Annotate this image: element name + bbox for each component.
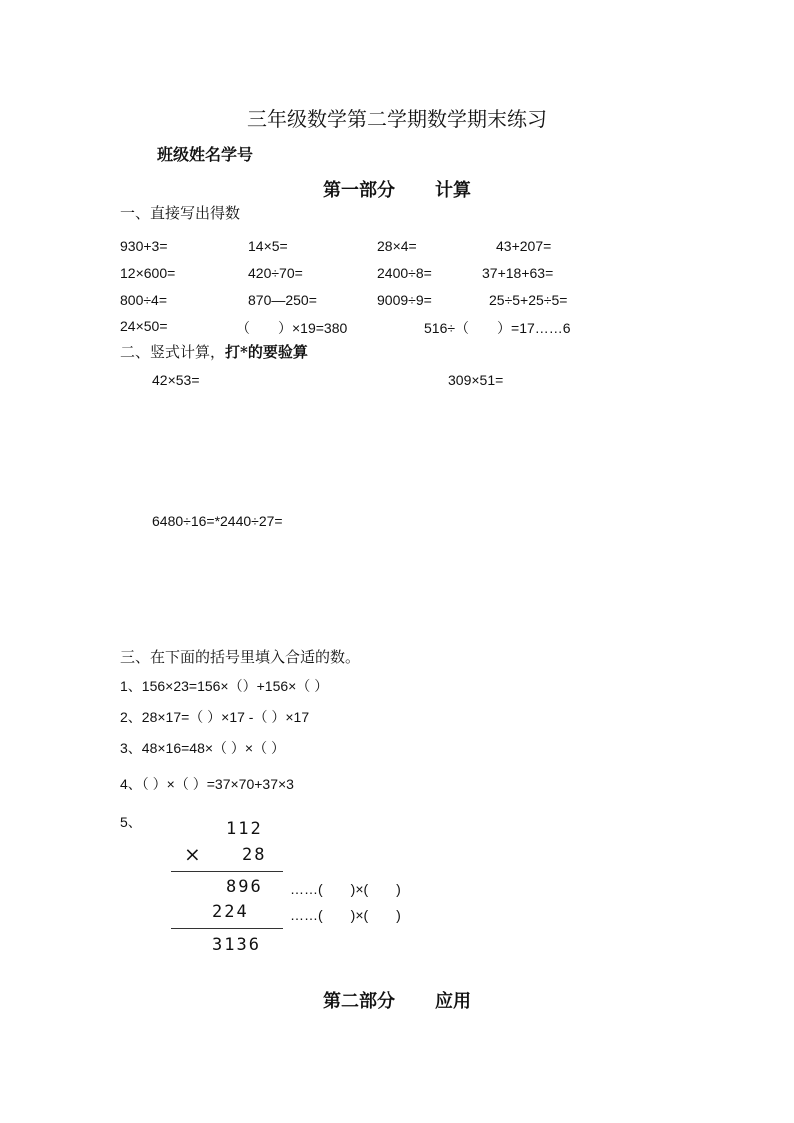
multiply-sign: × [184, 842, 201, 866]
part2-label: 第二部分 [323, 991, 395, 1012]
calc-cell: 37+18+63= [482, 265, 554, 281]
part1-topic: 计算 [435, 180, 471, 201]
vertical-top-number: 112 [226, 819, 263, 839]
vertical-rule [171, 871, 283, 872]
page-title: 三年级数学第二学期数学期末练习 [247, 107, 547, 131]
partial-1-note: ……( )×( ) [290, 881, 401, 897]
calc-cell: 870—250= [248, 292, 317, 308]
fill-item: 2、28×17=（ ）×17 -（ ）×17 [120, 709, 310, 725]
calc-cell: 800÷4= [120, 292, 168, 308]
calc-cell: 2400÷8= [377, 265, 432, 281]
part2-heading [0, 987, 794, 1013]
calc-cell: 24×50= [120, 318, 168, 334]
section2-heading-plain: 二、竖式计算， [120, 343, 226, 361]
vertical-partial-1: 896 [226, 877, 263, 897]
calc-cell: （ ）×19=380 [236, 320, 348, 336]
fill-item: 4、（ ）×（ ）=37×70+37×3 [120, 776, 294, 792]
part2-topic: 应用 [435, 991, 471, 1012]
calc-cell: 43+207= [496, 238, 552, 254]
section1-heading: 一、直接写出得数 [120, 204, 241, 222]
fill-item: 1、156×23=156×（）+156×（ ） [120, 678, 329, 694]
calc-cell: 9009÷9= [377, 292, 432, 308]
vertical-partial-2: 224 [212, 902, 249, 922]
section2-heading-bold: 打*的要验算 [225, 343, 308, 361]
calc-cell: 14×5= [248, 238, 288, 254]
partial-2-note: ……( )×( ) [290, 907, 401, 923]
part1-heading [0, 176, 794, 202]
vertical-problem: 42×53= [152, 372, 200, 388]
vertical-multiplier: 28 [242, 845, 267, 865]
fill-item-5-label: 5、 [120, 814, 142, 830]
calc-cell: 28×4= [377, 238, 417, 254]
calc-cell: 516÷（ ）=17……6 [424, 320, 571, 336]
fill-item: 3、48×16=48×（ ）×（ ） [120, 740, 285, 756]
vertical-rule [171, 928, 283, 929]
section3-heading: 三、在下面的括号里填入合适的数。 [120, 648, 361, 666]
vertical-result: 3136 [212, 935, 261, 955]
section2-heading [120, 341, 308, 362]
calc-cell: 12×600= [120, 265, 176, 281]
calc-cell: 25÷5+25÷5= [489, 292, 568, 308]
part1-label: 第一部分 [323, 180, 395, 201]
calc-cell: 420÷70= [248, 265, 303, 281]
student-info-line: 班级姓名学号 [157, 145, 254, 164]
vertical-problem: 6480÷16=*2440÷27= [152, 513, 283, 529]
vertical-problem: 309×51= [448, 372, 504, 388]
calc-cell: 930+3= [120, 238, 168, 254]
